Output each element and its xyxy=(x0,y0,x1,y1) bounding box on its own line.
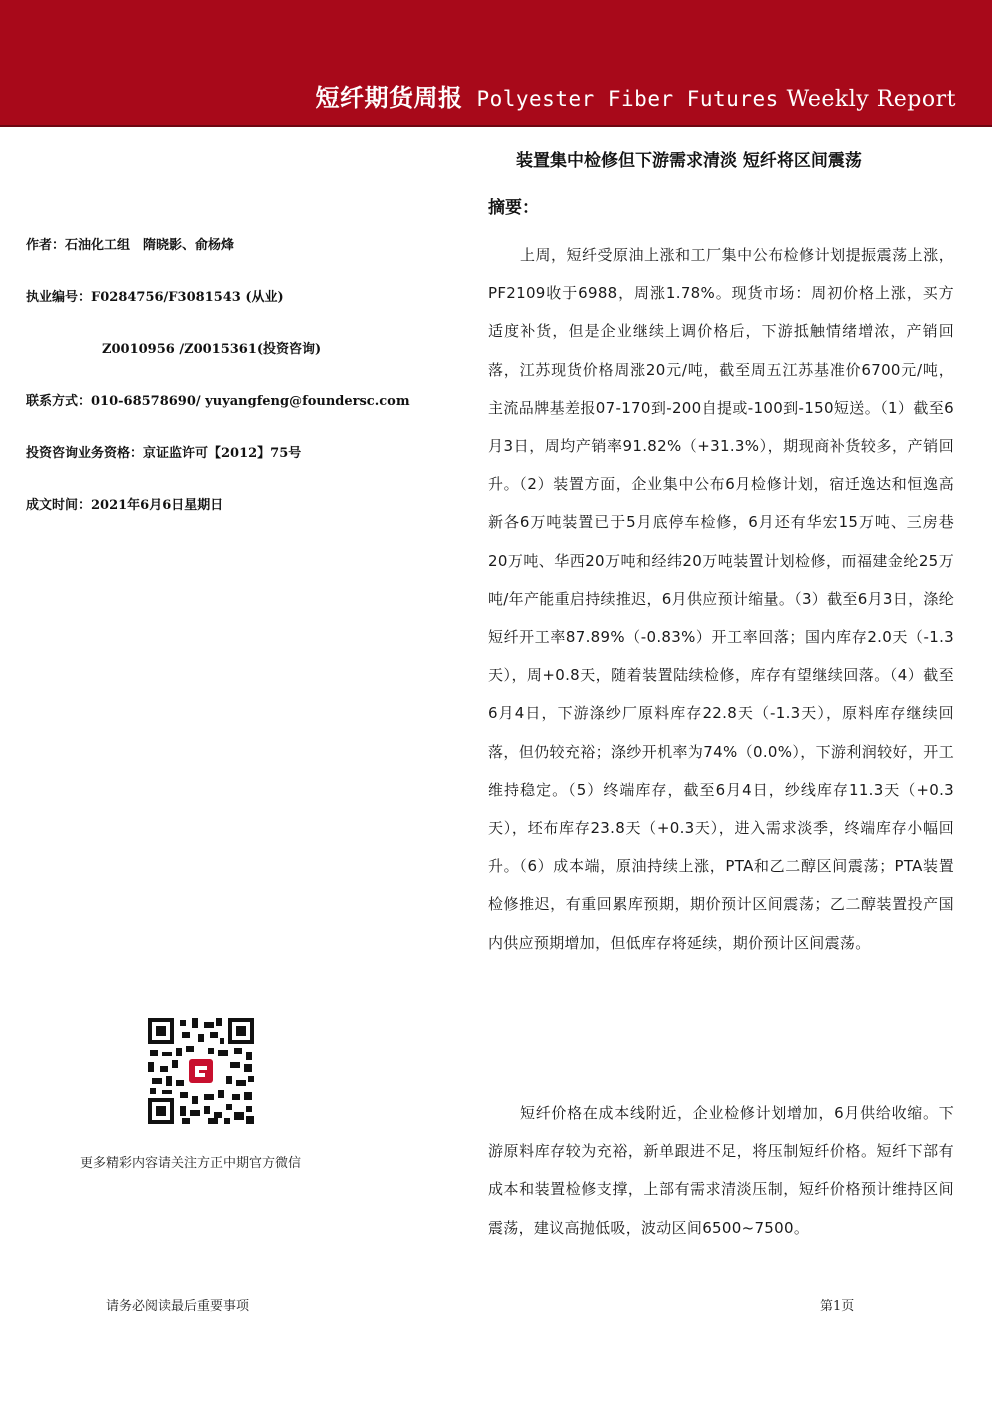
license-line: 执业编号：F0284756/F3081543 (从业) xyxy=(26,290,284,305)
summary-paragraph-1: 上周，短纤受原油上涨和工厂集中公布检修计划提振震荡上涨，PF2109收于6988，周涨1.78%。现货市场：周初价格上涨，买方适度补货，但是企业继续上调价格后，下游抵触情绪增浓，产销回落，江苏现货价格周涨20元/吨，截至周五江苏基准价6700元/吨，主流品牌基差报07-170到-200自提或-100到-150短送。（1）截至6月3日，周均产销率91.82%（+31.3%），期现商补货较多，产销回升。（2）装置方面，企业集中公布6月检修计划，宿迁逸达和恒逸高新各6万吨装置已于5月底停车检修，6月还有华宏15万吨、三房巷20万吨、华西20万吨和经纬20万吨装置计划检修，而福建金纶25万吨/年产能重启持续推迟，6月供应预计缩量。（3）截至6月3日，涤纶短纤开工率87.89%（-0.83%）开工率回落；国内库存2.0天（-1.3天），周+0.8天，随着装置陆续检修，库存有望继续回落。（4）截至6月4日，下游涤纱厂原料库存22.8天（-1.3天），原料库存继续回落，但仍较充裕；涤纱开机率为74%（0.0%），下游利润较好，开工维持稳定。（5）终端库存，截至6月4日，纱线库存11.3天（+0.3天），坯布库存23.8天（+0.3天），进入需求淡季，终端库存小幅回升。（6）成本端，原油持续上涨，PTA和乙二醇区间震荡；PTA装置检修推迟，有重回累库预期，期价预计区间震荡；乙二醇装置投产国内供应预期增加，但低库存将延续，期价预计区间震荡。 xyxy=(488,246,954,952)
summary-label: 摘要： xyxy=(488,198,539,218)
page-number: 第1页 xyxy=(820,1299,855,1314)
qr-caption: 更多精彩内容请关注方正中期官方微信 xyxy=(80,1156,302,1171)
report-title xyxy=(315,78,956,113)
qr-code-icon xyxy=(146,1016,256,1126)
contact-line: 联系方式：010-68578690/ yuyangfeng@foundersc.com xyxy=(26,394,410,409)
report-title-cn: 短纤期货周报 xyxy=(315,84,463,112)
date-line: 成文时间：2021年6月6日星期日 xyxy=(26,498,224,513)
header-divider xyxy=(0,125,992,127)
footer-notice: 请务必阅读最后重要事项 xyxy=(106,1299,250,1314)
license-line-2: Z0010956 /Z0015361(投资咨询) xyxy=(102,342,322,357)
summary-paragraph-2: 短纤价格在成本线附近，企业检修计划增加，6月供给收缩。下游原料库存较为充裕，新单跟进不足，将压制短纤价格。短纤下部有成本和装置检修支撑，上部有需求清淡压制，短纤价格预计维持区间震荡，建议高抛低吸，波动区间6500~7500。 xyxy=(488,1104,954,1237)
article-headline: 装置集中检修但下游需求清淡 短纤将区间震荡 xyxy=(516,151,862,171)
report-title-en: Polyester Fiber Futures xyxy=(476,87,779,111)
report-title-en-suffix: Weekly Report xyxy=(786,87,956,112)
qualification-line: 投资咨询业务资格：京证监许可【2012】75号 xyxy=(26,446,302,461)
author-line: 作者：石油化工组 隋晓影、俞杨烽 xyxy=(26,238,235,253)
